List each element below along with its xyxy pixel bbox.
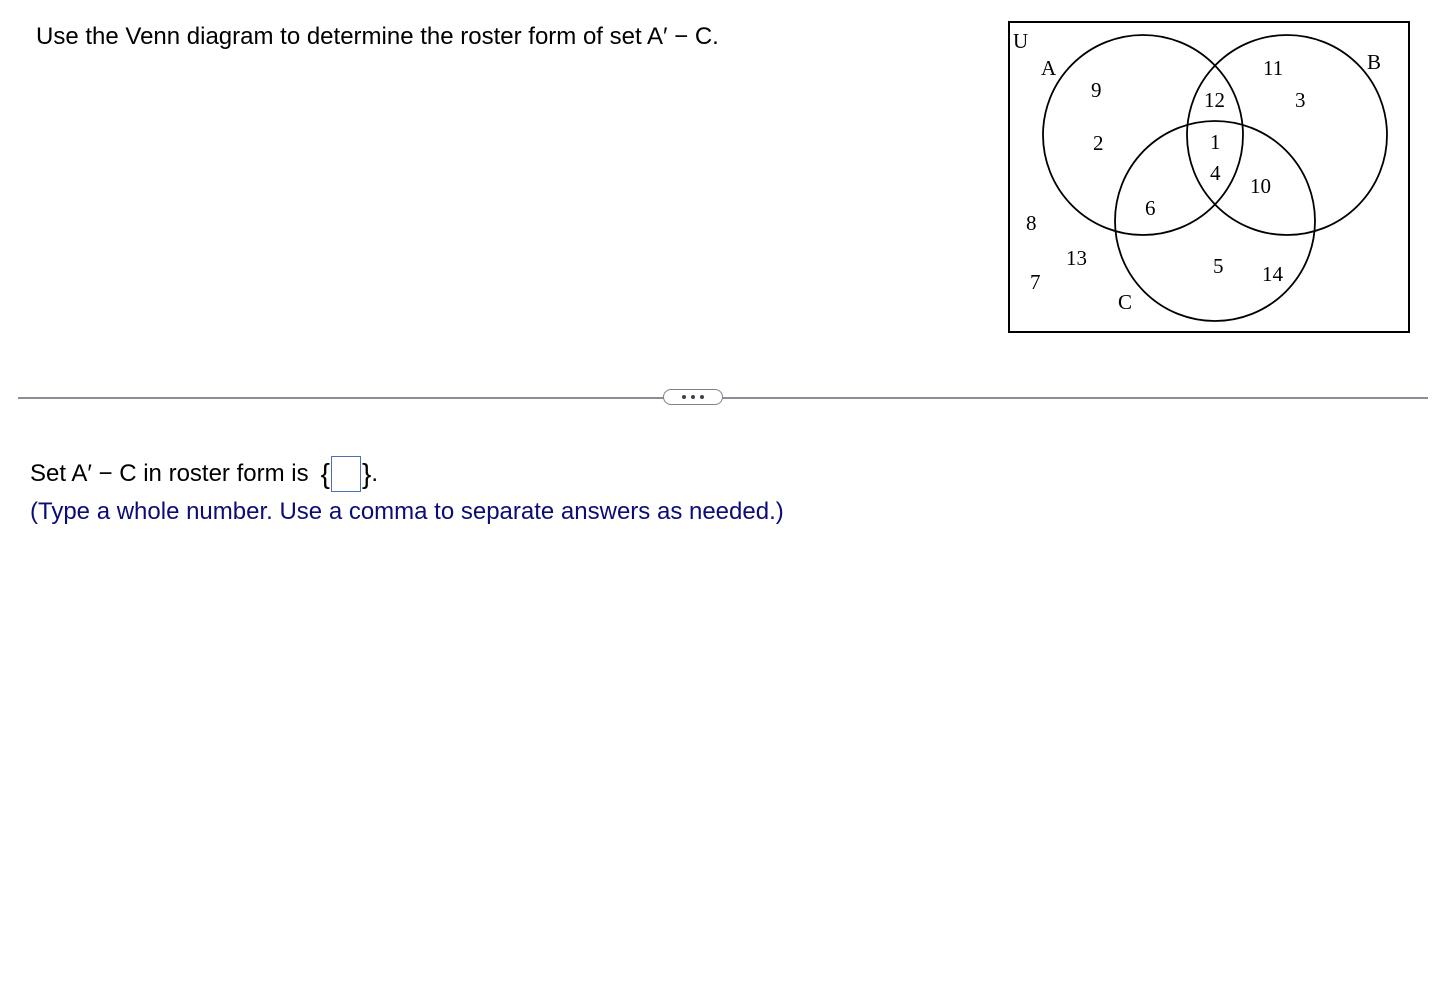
element-outside-1: 8 bbox=[1026, 211, 1037, 235]
answer-hint: (Type a whole number. Use a comma to separate answers as needed.) bbox=[30, 498, 784, 525]
element-a-and-c: 6 bbox=[1145, 196, 1156, 220]
element-b-and-c: 10 bbox=[1250, 174, 1271, 198]
element-a-b-c-1: 1 bbox=[1210, 130, 1221, 154]
element-outside-3: 13 bbox=[1066, 246, 1087, 270]
section-divider bbox=[18, 397, 1428, 399]
answer-suffix: . bbox=[371, 460, 378, 487]
element-b-only-1: 11 bbox=[1263, 56, 1284, 80]
element-a-b-c-2: 4 bbox=[1210, 161, 1221, 185]
answer-line bbox=[30, 456, 378, 492]
element-a-only-2: 2 bbox=[1093, 131, 1104, 155]
label-set-b: B bbox=[1367, 50, 1382, 74]
element-a-and-b: 12 bbox=[1204, 88, 1225, 112]
element-outside-2: 7 bbox=[1030, 270, 1041, 294]
element-c-only-1: 5 bbox=[1213, 254, 1224, 278]
ellipsis-icon bbox=[682, 395, 686, 399]
answer-prefix: Set A′ − C in roster form is bbox=[30, 460, 309, 487]
ellipsis-icon bbox=[691, 395, 695, 399]
more-options-button[interactable] bbox=[663, 389, 723, 405]
element-c-only-2: 14 bbox=[1262, 262, 1283, 286]
element-a-only-1: 9 bbox=[1091, 78, 1102, 102]
ellipsis-icon bbox=[700, 395, 704, 399]
answer-input[interactable] bbox=[331, 456, 361, 492]
label-set-c: C bbox=[1118, 290, 1133, 314]
label-universe: U bbox=[1013, 29, 1029, 53]
label-set-a: A bbox=[1041, 56, 1057, 80]
open-brace: { bbox=[320, 458, 330, 489]
element-b-only-2: 3 bbox=[1295, 88, 1306, 112]
close-brace: } bbox=[361, 458, 372, 489]
venn-diagram bbox=[1006, 18, 1412, 336]
question-text: Use the Venn diagram to determine the roster form of set A′ − C. bbox=[36, 23, 719, 50]
